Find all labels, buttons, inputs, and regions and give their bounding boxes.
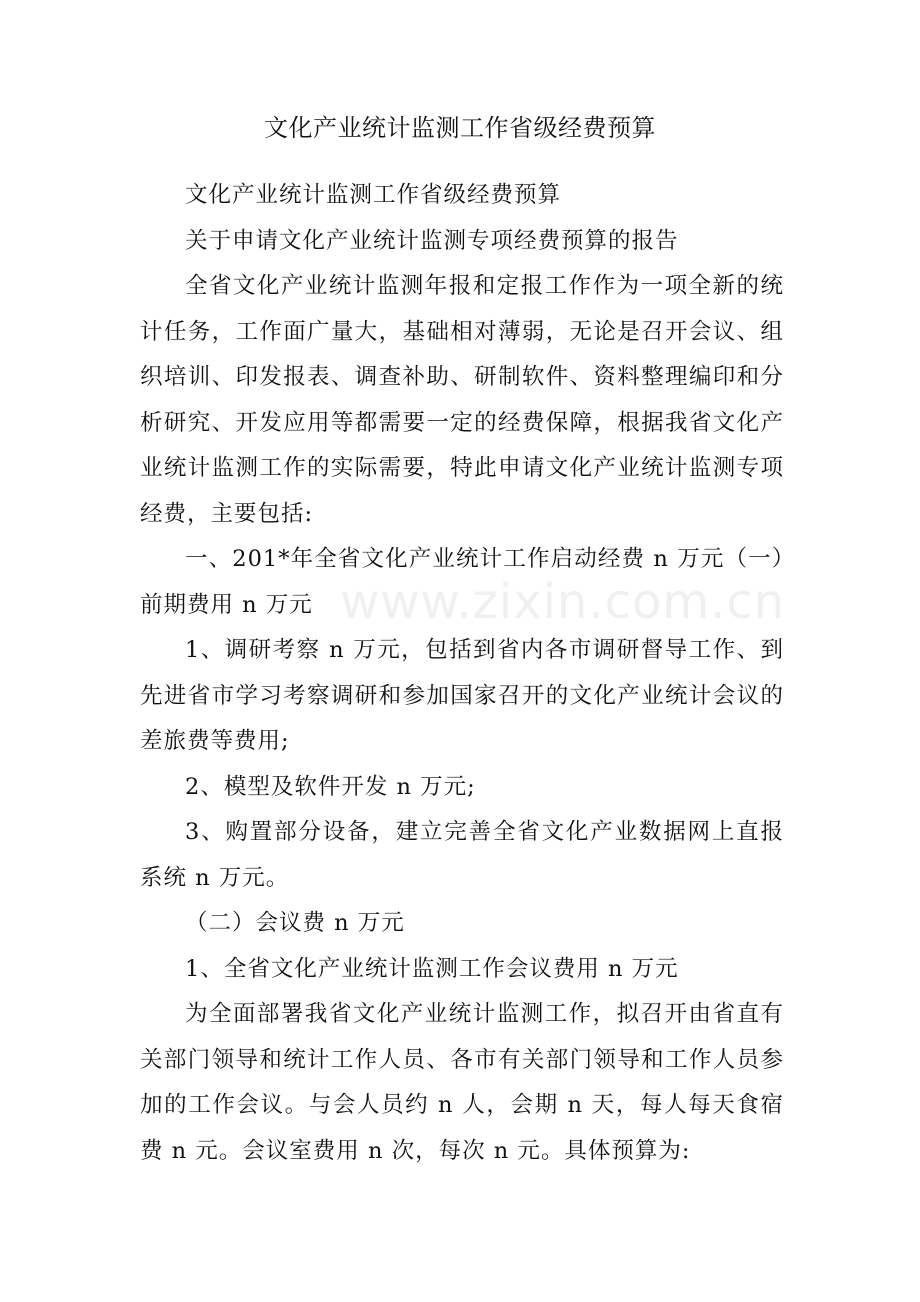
body-paragraph-section-2: （二）会议费 n 万元 <box>185 910 405 936</box>
body-paragraph-item-3: 3、购置部分设备，建立完善全省文化产业数据网上直报系统 n 万元。 <box>140 819 784 891</box>
body-paragraph-item-1: 1、调研考察 n 万元，包括到省内各市调研督导工作、到先进省市学习考察调研和参加国家召开的文化产业统计会议的差旅费等费用; <box>140 637 784 754</box>
watermark: www.zixin.com.cn <box>340 574 786 630</box>
body-paragraph-section-1: 一、201*年全省文化产业统计工作启动经费 n 万元（一）前期费用 n 万元 <box>140 546 784 618</box>
body-paragraph-intro: 全省文化产业统计监测年报和定报工作作为一项全新的统计任务，工作面广量大，基础相对薄弱，无论是召开会议、组织培训、印发报表、调查补助、研制软件、资料整理编印和分析研究、开发应用等都需要一定的经费保障，根据我省文化产业统计监测工作的实际需要，特此申请文化产业统计监测专项经费，主要包括: <box>140 273 784 527</box>
document-title: 文化产业统计监测工作省级经费预算 <box>264 114 656 142</box>
body-paragraph-meeting-item-1: 1、全省文化产业统计监测工作会议费用 n 万元 <box>185 955 679 982</box>
body-paragraph-meeting-detail: 为全面部署我省文化产业统计监测工作，拟召开由省直有关部门领导和统计工作人员、各市有关部门领导和工作人员参加的工作会议。与会人员约 n 人，会期 n 天，每人每天食宿费 n 元。会议室费用 n 次，每次 n 元。具体预算为: <box>140 1001 784 1164</box>
document-body <box>140 173 784 1174</box>
body-paragraph-report-heading: 关于申请文化产业统计监测专项经费预算的报告 <box>185 227 679 254</box>
body-paragraph-subtitle: 文化产业统计监测工作省级经费预算 <box>185 182 562 208</box>
body-paragraph-item-2: 2、模型及软件开发 n 万元; <box>185 773 476 800</box>
